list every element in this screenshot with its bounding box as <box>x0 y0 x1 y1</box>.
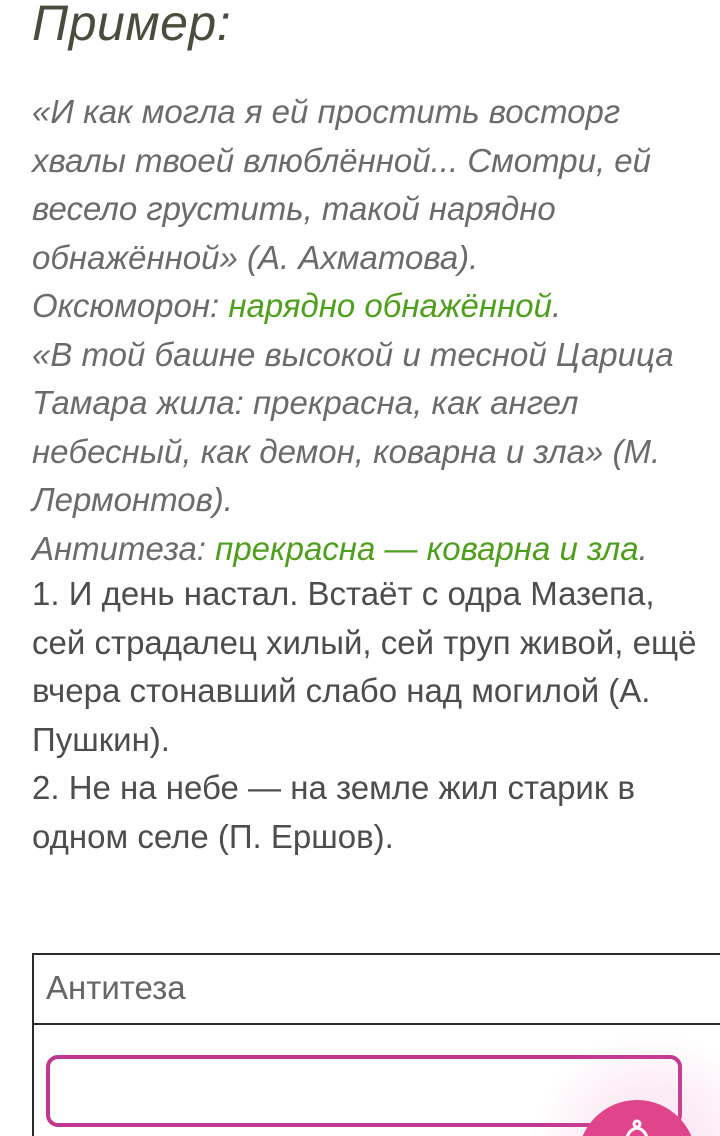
page-title: Пример: <box>32 0 232 51</box>
example-term-2: прекрасна — коварна и зла <box>215 529 639 567</box>
answer-header: Антитеза <box>34 955 720 1025</box>
task-item-1: 1. И день настал. Встаёт с одра Мазепа, сей страдалец хилый, сей труп живой, ещё вчера стонавший слабо над могилой (А. Пушкин). <box>32 575 697 758</box>
example-1 <box>32 88 704 331</box>
bell-icon <box>620 1118 654 1136</box>
example-label-1: Оксюморон: <box>32 287 229 324</box>
example-end-1: . <box>551 287 562 324</box>
example-term-1: нарядно обнажённой <box>228 287 552 324</box>
task-item-2: 2. Не на небе — на земле жил старик в одном селе (П. Ершов). <box>32 769 635 855</box>
tasks-block <box>32 570 704 861</box>
example-label-2: Антитеза: <box>32 529 216 567</box>
example-quote-2: «В той башне высокой и тесной Царица Тамара жила: прекрасна, как ангел небесный, как демон, коварна и зла» (М. Лермонтов). <box>32 335 674 518</box>
example-end-2: . <box>638 529 648 567</box>
example-2 <box>32 331 704 574</box>
example-quote-1: «И как могла я ей простить восторг хвалы твоей влюблённой... Смотри, ей весело грустить, такой нарядно обнажённой» (А. Ахматова). <box>32 93 651 276</box>
examples-block <box>32 88 704 573</box>
